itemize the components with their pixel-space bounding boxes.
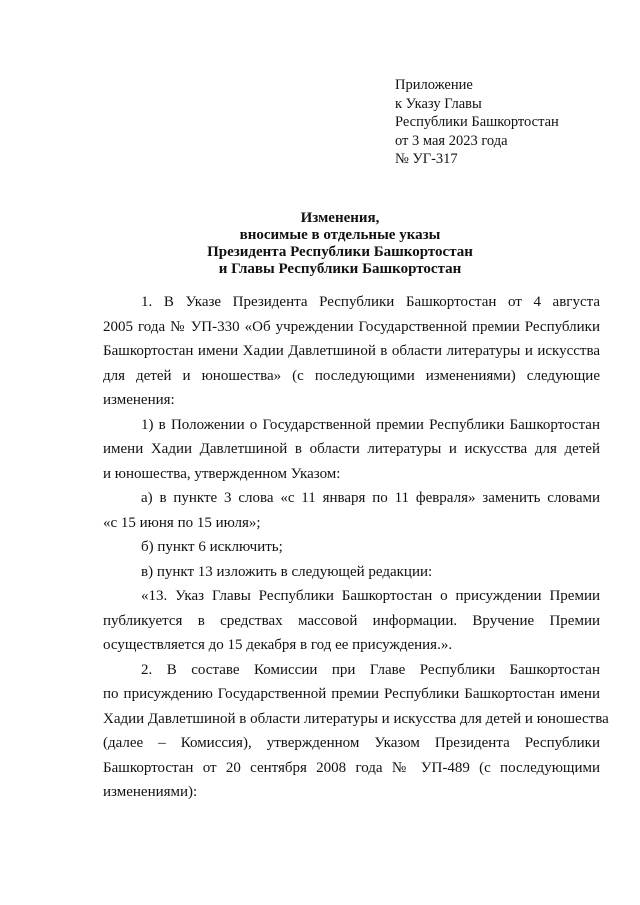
text-line: 1. В Указе Президента Республики Башкортостан от 4 августа: [141, 294, 600, 310]
paragraph-1: [103, 290, 600, 413]
text-line: публикуется в средствах массовой информации. Вручение Премии: [103, 612, 600, 629]
appendix-line: к Указу Главы: [395, 95, 482, 112]
text-line: б) пункт 6 исключить;: [141, 539, 283, 555]
text-line: по присуждению Государственной премии Республики Башкортостан имени: [103, 686, 600, 702]
paragraph-2: [103, 658, 609, 805]
title-line: и Главы Республики Башкортостан: [218, 261, 462, 277]
quoted-paragraph-13: [103, 584, 600, 658]
text-line: «с 15 июня по 15 июля»;: [103, 514, 261, 531]
text-line: имени Хадии Давлетшиной в области литературы и искусства для детей: [103, 441, 600, 457]
document-title: [100, 210, 580, 278]
paragraph-1-1: [103, 413, 600, 487]
document-body: [103, 290, 609, 805]
text-line: 1) в Положении о Государственной премии Республики Башкортостан: [141, 416, 600, 433]
text-line: Башкортостан от 20 сентября 2008 года № УП-489 (с последующими: [103, 759, 600, 776]
text-line: и юношества, утвержденном Указом:: [103, 465, 341, 482]
appendix-line: Республики Башкортостан: [395, 114, 559, 130]
appendix-header: [395, 76, 559, 169]
appendix-line: Приложение: [395, 77, 473, 93]
title-line: Президента Республики Башкортостан: [207, 244, 473, 260]
text-line: для детей и юношества» (с последующими изменениями) следующие: [103, 367, 600, 384]
title-line: вносимые в отдельные указы: [239, 227, 441, 243]
text-line: изменениями):: [103, 784, 198, 800]
text-line: Хадии Давлетшиной в области литературы и искусства для детей и юношества: [103, 710, 609, 727]
paragraph-1-1-a: [103, 486, 600, 535]
text-line: 2005 года № УП-330 «Об учреждении Государственной премии Республики: [103, 318, 600, 335]
appendix-number: № УГ-317: [395, 151, 458, 167]
text-line: Башкортостан имени Хадии Давлетшиной в области литературы и искусства: [103, 343, 600, 359]
text-line: «13. Указ Главы Республики Башкортостан о присуждении Премии: [141, 588, 600, 604]
text-line: 2. В составе Комиссии при Главе Республики Башкортостан: [141, 661, 600, 678]
text-line: в) пункт 13 изложить в следующей редакции:: [141, 563, 433, 580]
paragraph-1-1-c: [103, 560, 600, 585]
text-line: а) в пункте 3 слова «с 11 января по 11 февраля» заменить словами: [141, 490, 600, 506]
paragraph-1-1-b: [103, 535, 600, 560]
text-line: (далее – Комиссия), утвержденном Указом Президента Республики: [103, 735, 600, 751]
text-line: изменения:: [103, 392, 175, 408]
appendix-date: от 3 мая 2023 года: [395, 132, 508, 149]
text-line: осуществляется до 15 декабря в год ее присуждения.».: [103, 637, 453, 653]
title-line: Изменения,: [300, 210, 380, 226]
